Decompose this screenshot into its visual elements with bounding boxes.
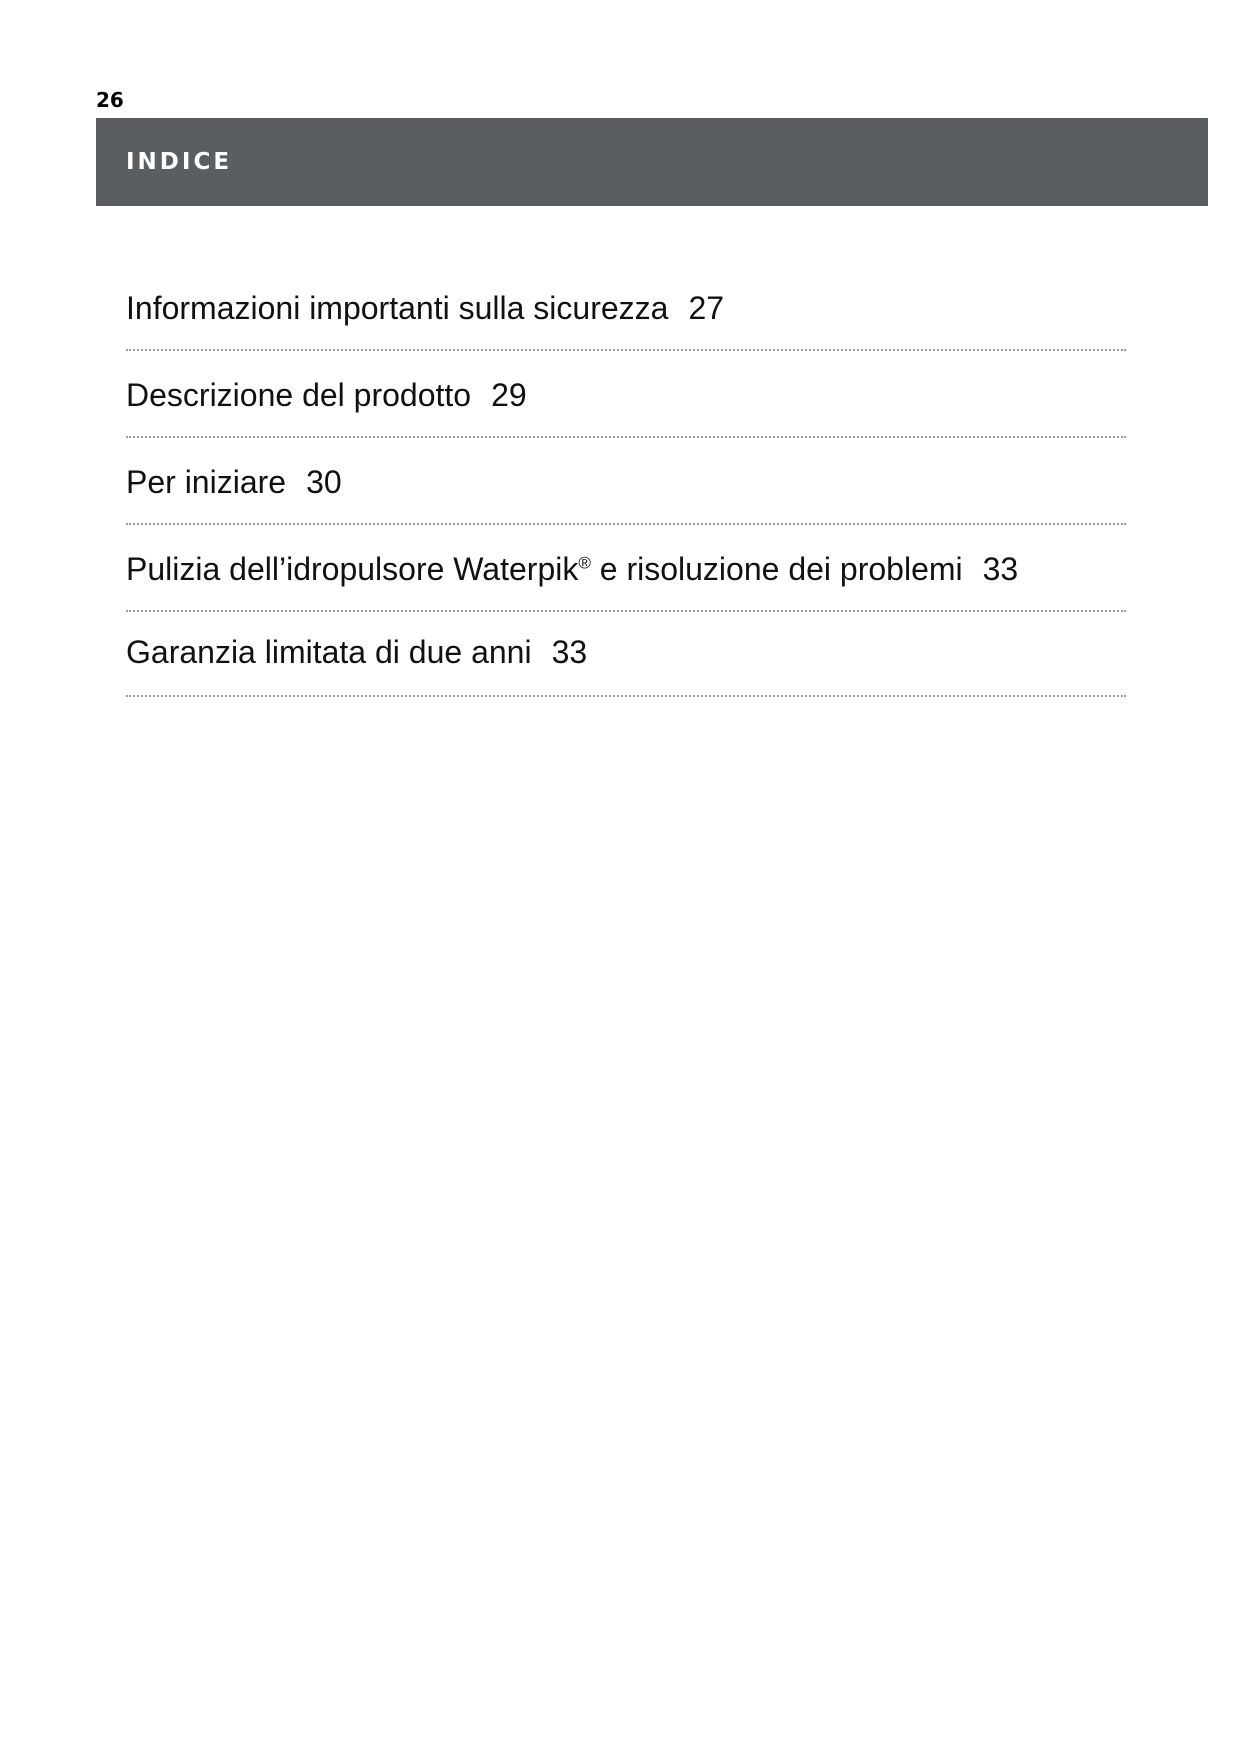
toc-entry-page-number: 29 bbox=[491, 377, 527, 413]
section-header-bar bbox=[96, 118, 1208, 206]
toc-entry-title: Per iniziare bbox=[126, 464, 287, 500]
toc-entry-page-number: 33 bbox=[982, 551, 1019, 587]
toc-entry-title: Descrizione del prodotto bbox=[126, 377, 472, 413]
toc-entry-page-number: 33 bbox=[551, 634, 588, 670]
registered-trademark-mark: ® bbox=[578, 553, 591, 573]
toc-entry-safety[interactable] bbox=[126, 264, 1126, 351]
toc-entry-page-number: 27 bbox=[688, 290, 725, 326]
toc-entry-title-part: e risoluzione dei problemi bbox=[590, 551, 963, 587]
toc-entry-title bbox=[126, 549, 963, 589]
toc-entry-title-part: Pulizia dell’idropulsore Waterpik bbox=[126, 551, 579, 587]
toc-entry-product-description[interactable] bbox=[126, 351, 1126, 438]
section-title: INDICE bbox=[126, 149, 233, 175]
toc-entry-title: Garanzia limitata di due anni bbox=[126, 634, 532, 670]
table-of-contents bbox=[126, 264, 1126, 697]
toc-entry-title: Informazioni importanti sulla sicurezza bbox=[126, 290, 669, 326]
toc-entry-getting-started[interactable] bbox=[126, 438, 1126, 525]
toc-entry-cleaning-troubleshooting[interactable] bbox=[126, 525, 1126, 612]
toc-entry-page-number: 30 bbox=[306, 464, 342, 500]
toc-entry-warranty[interactable] bbox=[126, 612, 1126, 697]
page-number: 26 bbox=[96, 88, 124, 112]
